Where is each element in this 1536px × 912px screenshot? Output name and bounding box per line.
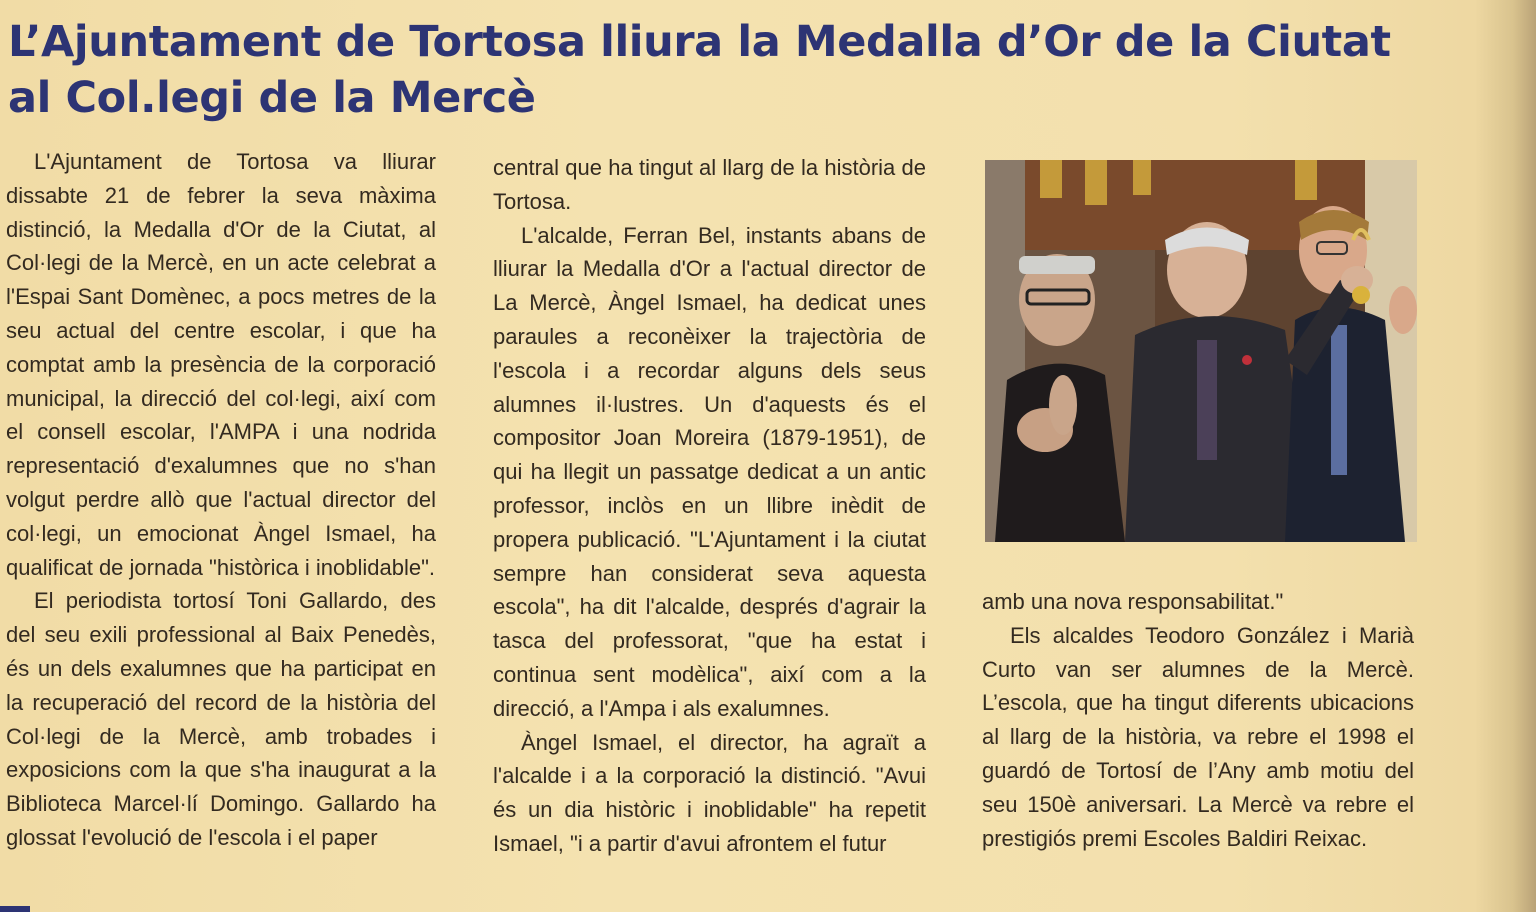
paragraph: amb una nova responsabilitat." (982, 589, 1284, 614)
article-title (8, 14, 1488, 126)
paragraph: L'alcalde, Ferran Bel, instants abans de lliurar la Medalla d'Or a l'actual director de La Mercè, Àngel Ismael, ha dedicat unes paraules a reconèixer la trajectòria de l'escola i a recordar alguns dels seus alumnes il·lustres. Un d'aquests és el compositor Joan Moreira (1879-1951), de qui ha llegit un passatge dedicat a un antic professor, inclòs en un llibre inèdit de propera publicació. "L'Ajuntament i la ciutat sempre han considerat seva aquesta escola", ha dit l'alcalde, després d'agrair la tasca del professorat, "que ha estat i continua sent modèlica", així com a la direcció, a l'Ampa i als exalumnes. (493, 222, 926, 721)
paragraph: El periodista tortosí Toni Gallardo, des del seu exili professional al Baix Penedès, és un dels exalumnes que ha participat en la recuperació del record de la història del Col·legi de la Mercè, amb trobades i exposicions com la que s'ha inaugurat a la Biblioteca Marcel·lí Domingo. Gallardo ha glossat l'evolució de l'escola i el paper (6, 588, 436, 850)
paragraph: Àngel Ismael, el director, ha agraït a l'alcalde i a la corporació la distinció. "Avui és un dia històric i inoblidable" ha repetit Ismael, "i a partir d'avui afrontem el futur (493, 729, 926, 856)
paragraph: central que ha tingut al llarg de la història de Tortosa. (493, 155, 926, 214)
page-marker (0, 906, 30, 912)
paragraph: L'Ajuntament de Tortosa va lliurar dissabte 21 de febrer la seva màxima distinció, la Medalla d'Or de la Ciutat, al Col·legi de la Mercè, en un acte celebrat a l'Espai Sant Domènec, a pocs metres de la seu actual del centre escolar, i que ha comptat amb la presència de la corporació municipal, la direcció del col·legi, així com el consell escolar, l'AMPA i una nodrida representació d'exalumnes que no s'han volgut perdre allò que l'actual director del col·legi, un emocionat Àngel Ismael, ha qualificat de jornada "històrica i inoblidable". (6, 149, 436, 580)
article-column-1 (6, 145, 436, 855)
article-column-2 (493, 151, 926, 861)
photo-illustration (985, 160, 1417, 542)
article-column-3 (982, 585, 1414, 855)
title-line-1: L’Ajuntament de Tortosa lliura la Medalla d’Or de la Ciutat (8, 17, 1391, 67)
paragraph: Els alcaldes Teodoro González i Marià Curto van ser alumnes de la Mercè. L’escola, que ha tingut diferents ubicacions al llarg de la història, va rebre el 1998 el guardó de Tortosí de l’Any amb motiu del seu 150è aniversari. La Mercè va rebre el prestigiós premi Escoles Baldiri Reixac. (982, 622, 1414, 851)
article-photo (985, 160, 1417, 542)
title-line-2: al Col.legi de la Mercè (8, 73, 536, 123)
